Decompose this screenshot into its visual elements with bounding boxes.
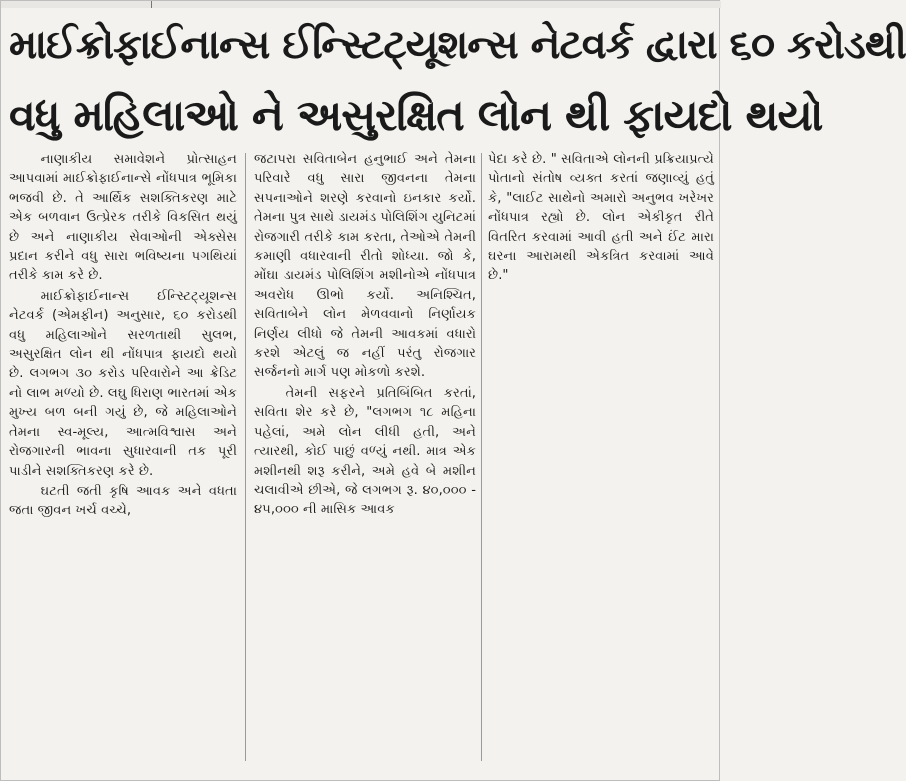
column-divider bbox=[245, 153, 246, 761]
article-column-3 bbox=[488, 150, 714, 286]
paragraph: ઘટતી જતી કૃષિ આવક અને વધતા જતા જીવન ખર્ચ વચ્ચે, bbox=[9, 483, 237, 519]
paragraph: પેદા કરે છે. " સવિતાએ લોનની પ્રક્રિયાપ્રત્યે પોતાનો સંતોષ વ્યક્ત કરતાં જણાવ્યું હતું કે, "લાઈટ સાથેનો અમારો અનુભવ ખરેખર નોંધપાત્ર રહ્યો છે. લોન એકીકૃત રીતે વિતરિત કરવામાં આવી હતી અને ઈંટ મારા ઘરના આરામથી એકત્રિત કરવામાં આવે છે." bbox=[488, 152, 714, 284]
paragraph: તેમની સફરને પ્રતિબિંબિત કરતાં, સવિતા શેર કરે છે, "લગભગ ૧૮ મહિના પહેલાં, અમે લોન લીધી હતી, અને ત્યારથી, કોઈ પાછું વળ્યું નથી. માત્ર એક મશીનથી શરૂ કરીને, અમે હવે બે મશીન ચલાવીએ છીએ, જે લગભગ રૂ. ૪૦,૦૦૦ - ૪૫,૦૦૦ ની માસિક આવક bbox=[254, 385, 476, 518]
top-rule bbox=[1, 1, 721, 8]
headline-line-2: વધુ મહિલાઓ ને અસુરક્ષિત લોન થી ફાયદો થયો bbox=[9, 91, 823, 141]
paragraph: જટાપરા સવિતાબેન હનુભાઈ અને તેમના પરિવારે વધુ સારા જીવનના તેમના સપનાઓને શરણે કરવાનો ઇનકાર કર્યો. તેમના પુત્ર સાથે ડાયમંડ પોલિશિંગ યુનિટમાં રોજગારી તરીકે કામ કરતા, તેઓએ તેમની કમાણી વધારવાની રીતો શોધ્યા. જો કે, મોંઘા ડાયમંડ પોલિશિંગ મશીનોએ નોંધપાત્ર અવરોધ ઊભો કર્યો. અનિશ્ચિત, સવિતાબેને લોન મેળવવાનો નિર્ણાયક નિર્ણય લીધો જે તેમની આવકમાં વધારો કરશે એટલું જ નહીં પરંતુ રોજગાર સર્જનનો માર્ગ પણ મોકળો કરશે. bbox=[254, 152, 476, 381]
article-column-1 bbox=[9, 150, 237, 521]
column-divider bbox=[481, 153, 482, 761]
paragraph: માઈક્રોફાઈનાન્સ ઈન્સ્ટિટ્યૂશન્સ નેટવર્ક (એમફીન) અનુસાર, ૬૦ કરોડથી વધુ મહિલાઓને સરળતાથી સુલભ, અસુરક્ષિત લોન થી નોંધપાત્ર ફાયદો થયો છે. લગભગ ૩૦ કરોડ પરિવારોને આ ક્રેડિટ નો લાભ મળ્યો છે. લઘુ ધિરાણ ભારતમાં એક મુખ્ય બળ બની ગયું છે, જે મહિલાઓને તેમના સ્વ-મૂલ્ય, આત્મવિશ્વાસ અને રોજગારની ભાવના સુધારવાની તક પૂરી પાડીને સશક્તિકરણ કરે છે. bbox=[9, 288, 237, 479]
headline-line-1: માઈક્રોફાઈનાન્સ ઈન્સ્ટિટ્યૂશન્સ નેટવર્ક દ્વારા ૬૦ કરોડથી bbox=[9, 22, 906, 68]
paragraph: નાણાકીય સમાવેશને પ્રોત્સાહન આપવામાં માઈક્રોફાઈનાન્સે નોંધપાત્ર ભૂમિકા ભજવી છે. તે આર્થિક સશક્તિકરણ માટે એક બળવાન ઉત્પ્રેરક તરીકે વિકસિત થયું છે અને નાણાકીય સેવાઓની એક્સેસ પ્રદાન કરીને વધુ સારા ભવિષ્યના પગથિયાં તરીકે કામ કરે છે. bbox=[9, 152, 237, 284]
article-column-2 bbox=[254, 150, 476, 520]
